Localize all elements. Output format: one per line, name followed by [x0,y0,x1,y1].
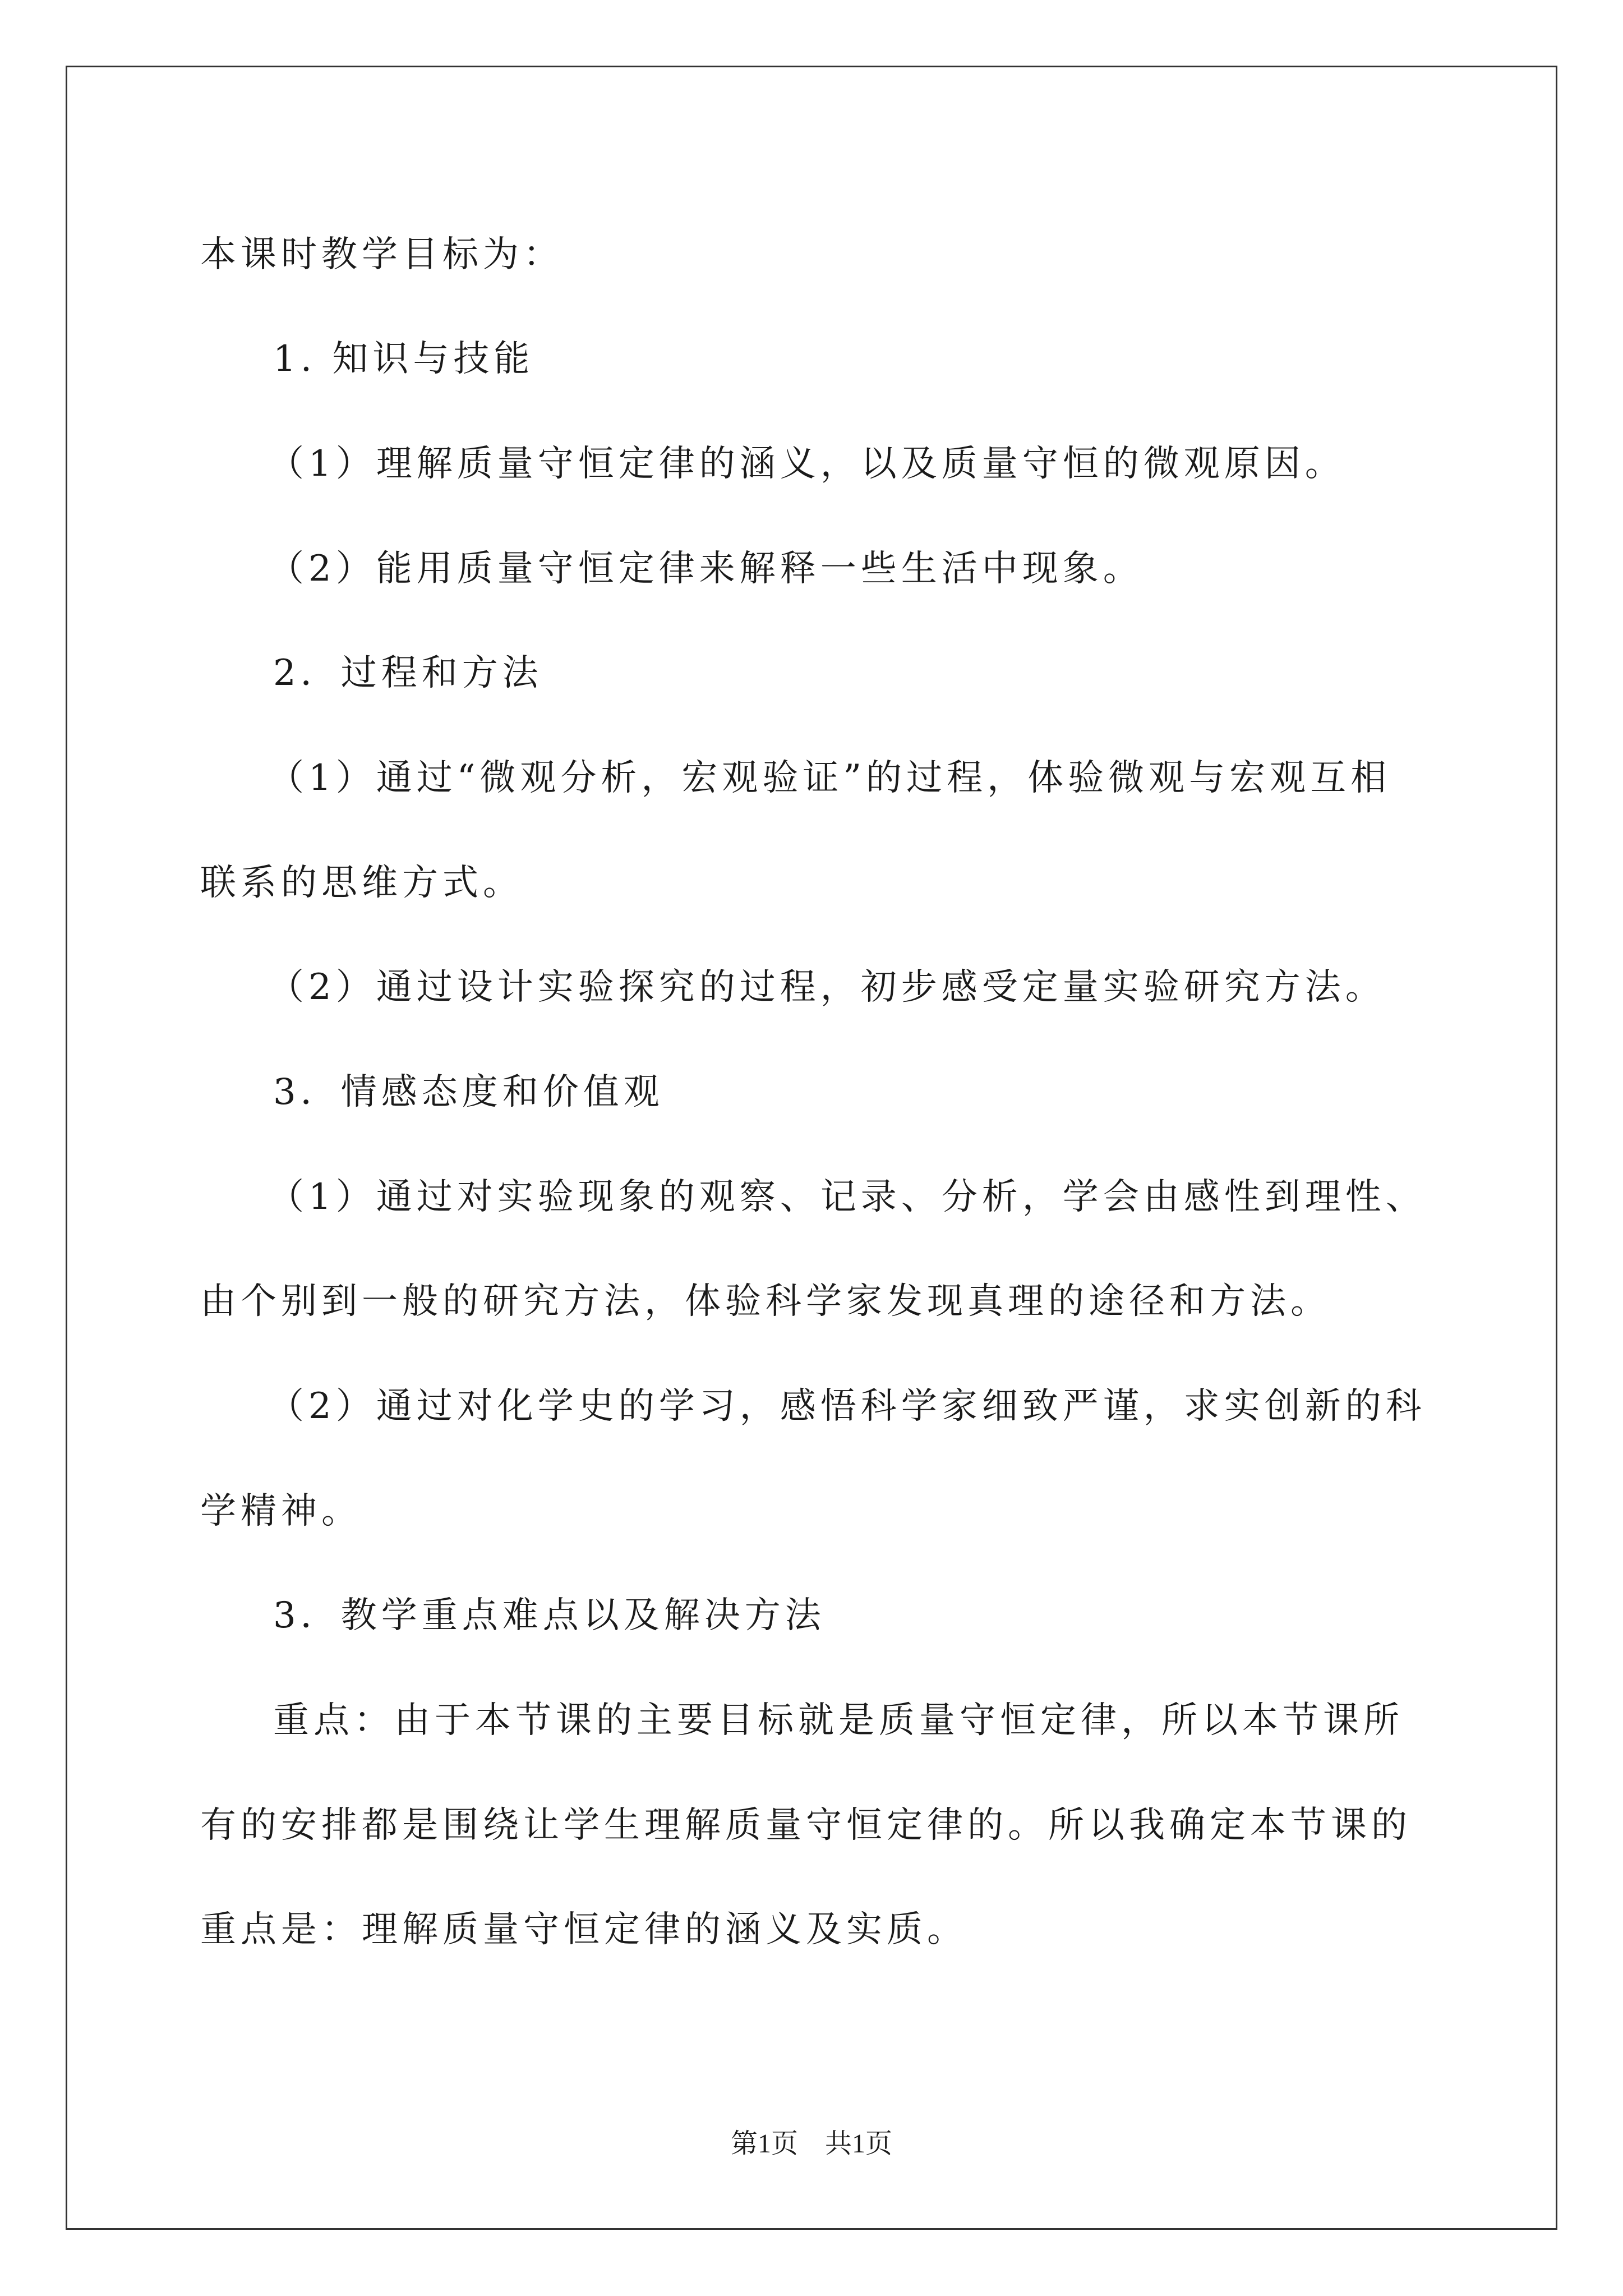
key-point-paragraph: 重点：由于本节课的主要目标就是质量守恒定律，所以本节课所 [273,1700,1404,1741]
attitude-item-2: （2）通过对化学史的学习，感悟科学家细致严谨，求实创新的科 [268,1386,1426,1427]
process-item-1-cont: 联系的思维方式。 [200,862,523,904]
knowledge-item-1: （1）理解质量守恒定律的涵义，以及质量守恒的微观原因。 [268,443,1345,485]
section-heading-attitude: 3．情感态度和价值观 [273,1071,664,1113]
section-heading-process: 2．过程和方法 [273,652,543,694]
process-item-2: （2）通过设计实验探究的过程，初步感受定量实验研究方法。 [268,967,1386,1008]
section-heading-key-points: 3．教学重点难点以及解决方法 [273,1595,826,1636]
attitude-item-1: （1）通过对实验现象的观察、记录、分析，学会由感性到理性、 [268,1176,1426,1218]
section-heading-knowledge: 1. 知识与技能 [273,338,534,380]
attitude-item-1-cont: 由个别到一般的研究方法，体验科学家发现真理的途径和方法。 [200,1281,1331,1322]
page-number: 第1页 共1页 [730,2129,892,2159]
knowledge-item-2: （2）能用质量守恒定律来解释一些生活中现象。 [268,548,1144,590]
key-point-paragraph-end: 重点是：理解质量守恒定律的涵义及实质。 [200,1909,967,1950]
key-point-paragraph-cont: 有的安排都是围绕让学生理解质量守恒定律的。所以我确定本节课的 [200,1805,1412,1846]
intro-line: 本课时教学目标为： [200,234,564,275]
attitude-item-2-cont: 学精神。 [200,1490,362,1532]
process-item-1: （1）通过“微观分析，宏观验证”的过程，体验微观与宏观互相 [268,757,1391,799]
